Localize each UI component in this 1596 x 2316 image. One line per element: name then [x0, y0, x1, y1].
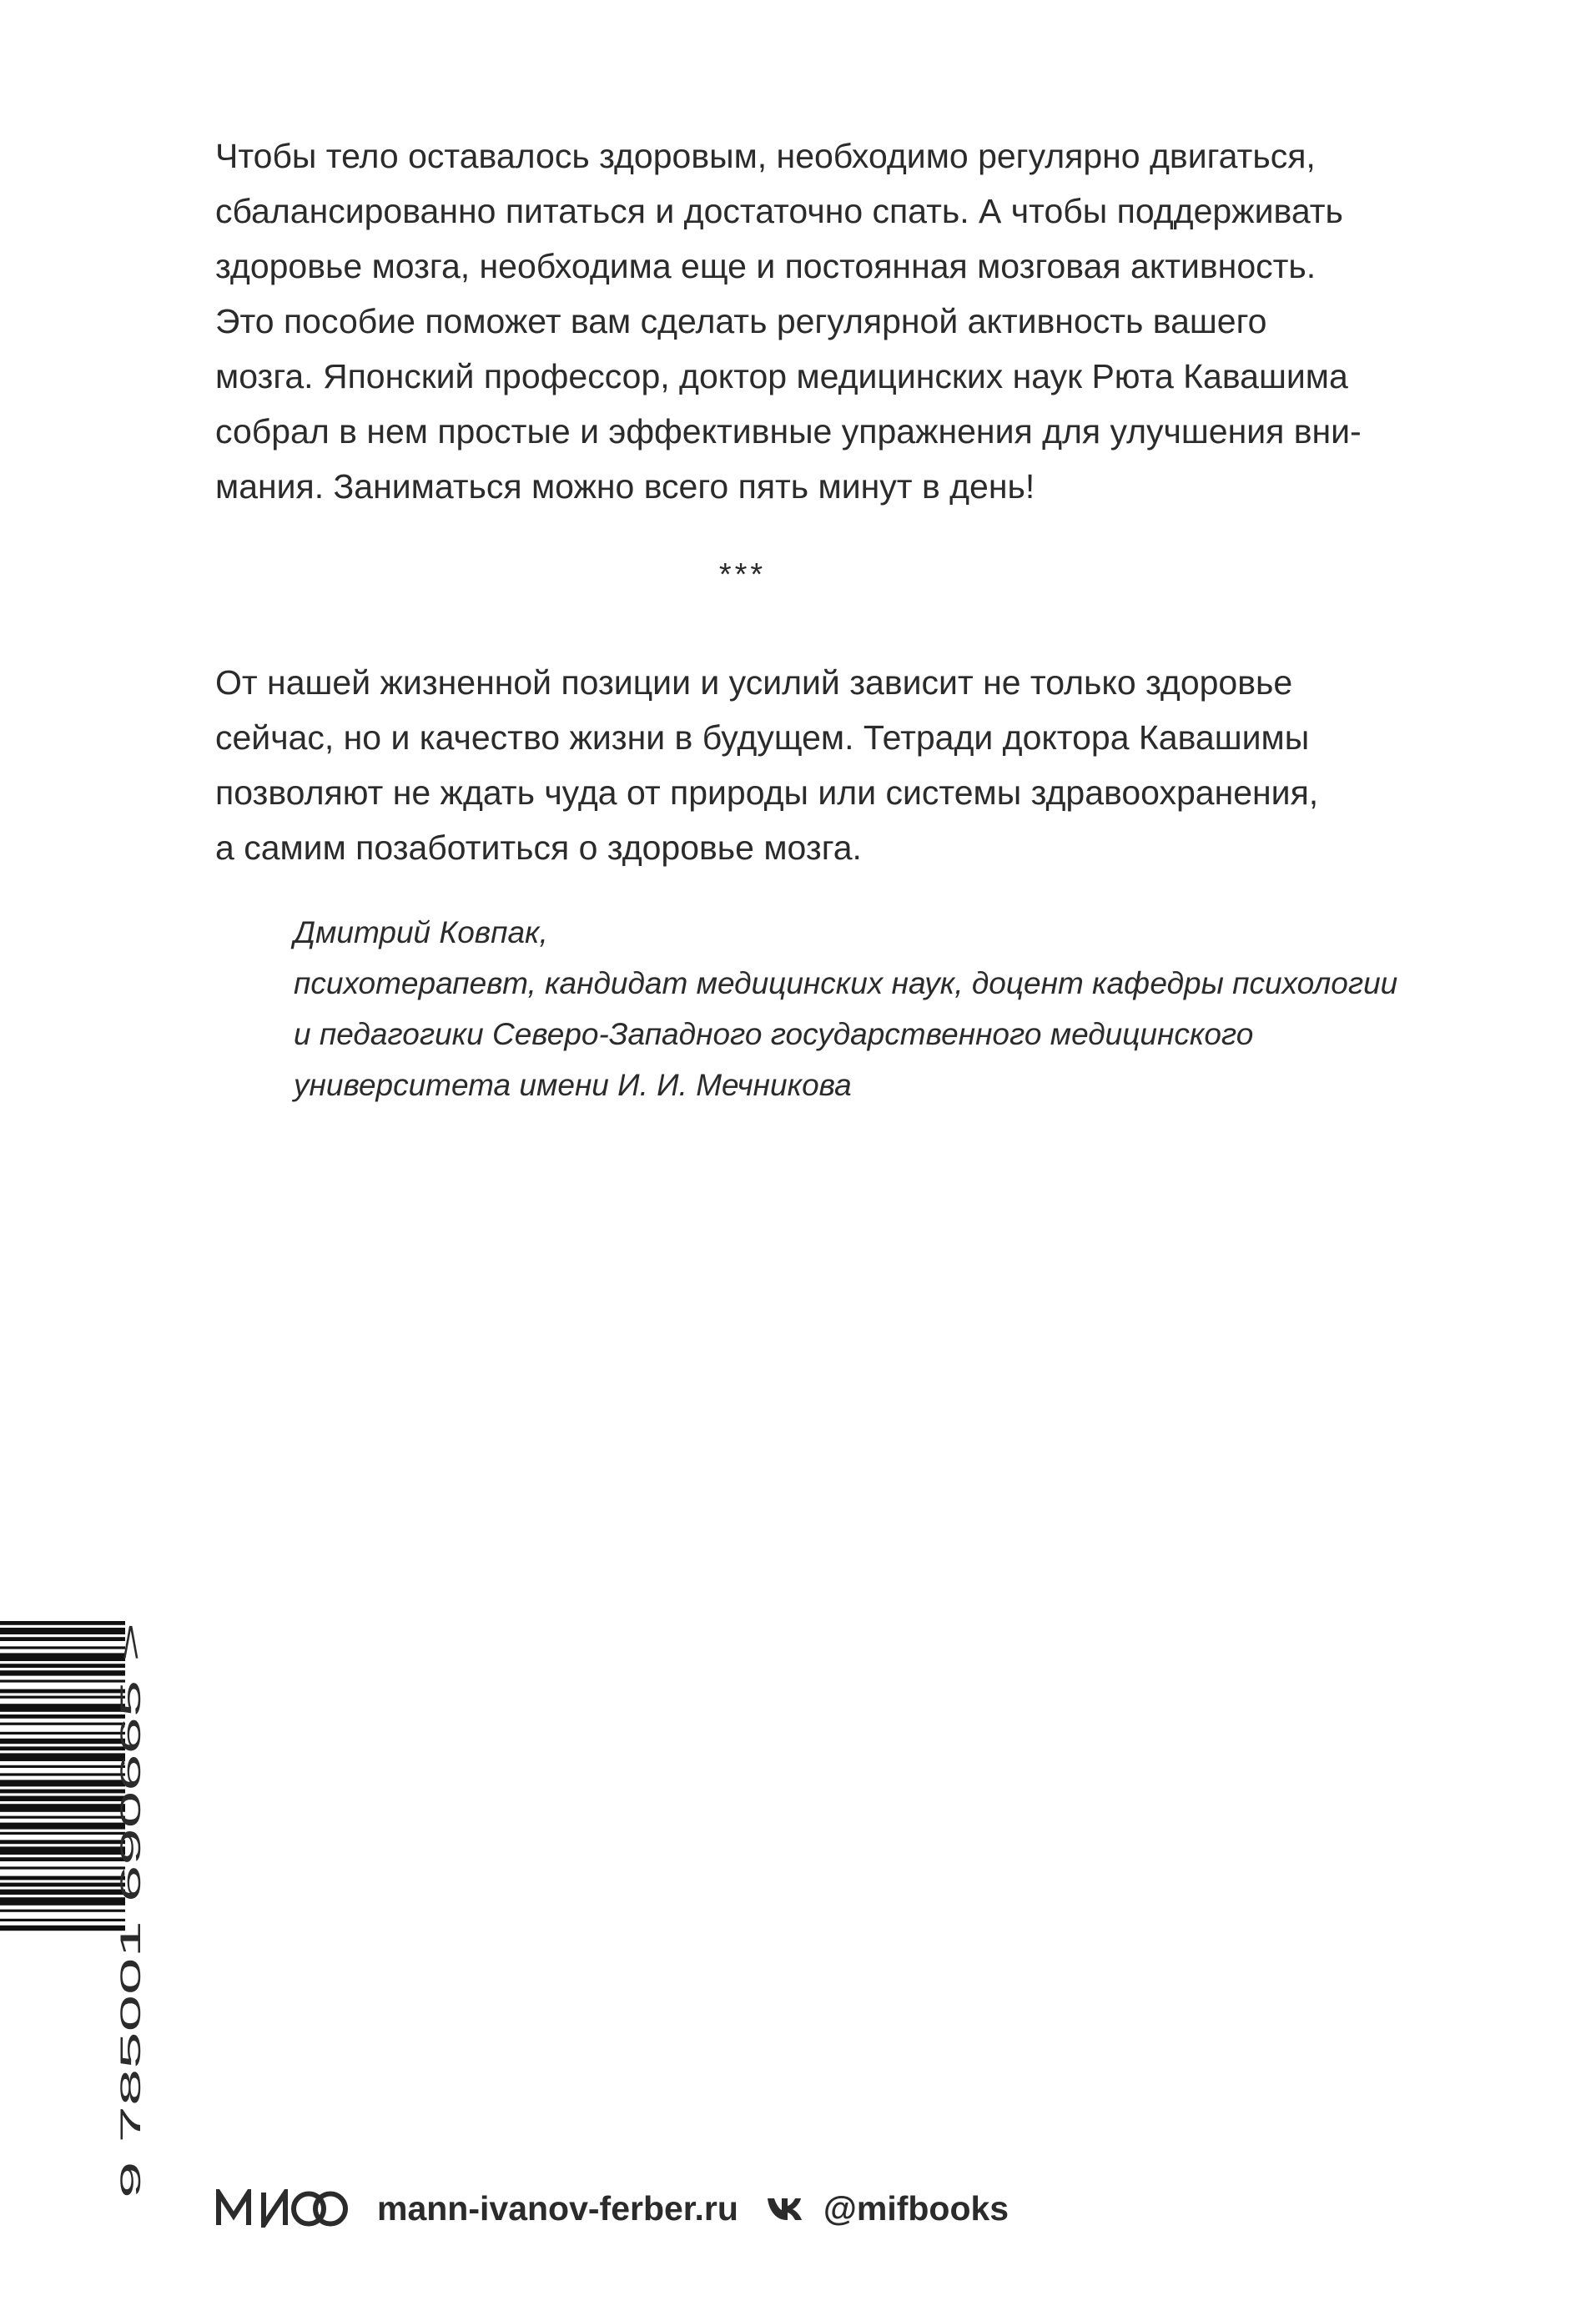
barcode-bars	[0, 1621, 125, 1931]
barcode-bar	[0, 1883, 125, 1887]
barcode-bar	[0, 1637, 125, 1641]
barcode-bar	[0, 1679, 125, 1682]
intro-line: мозга. Японский профессор, доктор медицинских наук Рюта Кавашима	[215, 357, 1348, 395]
barcode-bar	[0, 1621, 125, 1625]
publisher-footer	[215, 2179, 1009, 2238]
barcode-bar	[0, 1670, 125, 1675]
isbn-barcode	[0, 1614, 154, 2208]
barcode-bar	[0, 1890, 125, 1895]
barcode-bar	[0, 1866, 125, 1869]
attribution-line: психотерапевт, кандидат медицинских наук, доцент кафедры психологии	[294, 966, 1398, 1000]
barcode-bar	[0, 1897, 125, 1906]
intro-line: мания. Заниматься можно всего пять минут в день!	[215, 467, 1035, 506]
barcode-bar	[0, 1926, 125, 1931]
quote-line: сейчас, но и качество жизни в будущем. Тетради доктора Кавашимы	[215, 718, 1310, 757]
section-separator: ***	[718, 557, 767, 592]
quote-paragraph	[215, 655, 1400, 875]
barcode-bar	[0, 1857, 125, 1861]
barcode-bar	[0, 1704, 125, 1712]
barcode-bar	[0, 1832, 125, 1835]
intro-line: собрал в нем простые и эффективные упражнения для улучшения вни-	[215, 412, 1362, 451]
intro-line: Это пособие поможет вам сделать регулярной активность вашего	[215, 302, 1267, 340]
barcode-bar	[0, 1739, 125, 1744]
intro-line: здоровье мозга, необходима еще и постоянная мозговая активность.	[215, 247, 1317, 285]
barcode-digits: 9 785001 690665 >	[115, 1952, 147, 2198]
barcode-bar	[0, 1790, 125, 1794]
quote-line: От нашей жизненной позиции и усилий зависит не только здоровье	[215, 663, 1293, 702]
barcode-bar	[0, 1765, 125, 1768]
barcode-graphic	[0, 1614, 154, 2208]
barcode-bar	[0, 1696, 125, 1699]
barcode-bar	[0, 1646, 125, 1649]
barcode-bar	[0, 1840, 125, 1844]
publisher-website-link[interactable]: mann-ivanov-ferber.ru	[377, 2188, 738, 2228]
barcode-bar	[0, 1732, 125, 1734]
barcode-bar	[0, 1816, 125, 1819]
barcode-bar	[0, 1780, 125, 1786]
attribution-line: университета имени И. И. Мечникова	[294, 1068, 852, 1102]
barcode-bar	[0, 1714, 125, 1719]
barcode-bar	[0, 1753, 125, 1761]
barcode-bar	[0, 1796, 125, 1801]
quote-line: а самим позаботиться о здоровье мозга.	[215, 828, 862, 867]
mif-logo-icon	[215, 2189, 349, 2228]
social-handle-link[interactable]: @mifbooks	[823, 2188, 1009, 2228]
intro-line: Чтобы тело оставалось здоровым, необходимо регулярно двигаться,	[215, 137, 1316, 175]
barcode-bar	[0, 1846, 125, 1855]
attribution-line: и педагогики Северо-Западного государственного медицинского	[294, 1017, 1254, 1051]
barcode-bar	[0, 1689, 125, 1694]
barcode-bar	[0, 1653, 125, 1661]
barcode-bar	[0, 1664, 125, 1668]
barcode-bar	[0, 1723, 125, 1725]
barcode-bar	[0, 1773, 125, 1775]
barcode-bar	[0, 1919, 125, 1921]
barcode-bar	[0, 1823, 125, 1830]
barcode-bar	[0, 1876, 125, 1880]
quote-line: позволяют не ждать чуда от природы или системы здравоохранения,	[215, 773, 1319, 812]
intro-paragraph	[215, 128, 1400, 514]
attribution-name: Дмитрий Ковпак,	[294, 915, 548, 949]
vk-icon[interactable]	[767, 2197, 805, 2220]
publisher-logo	[215, 2189, 349, 2228]
intro-line: сбалансированно питаться и достаточно спать. А чтобы поддерживать	[215, 192, 1343, 230]
quote-attribution	[294, 907, 1397, 1110]
barcode-bar	[0, 1628, 125, 1634]
barcode-bar	[0, 1910, 125, 1912]
barcode-bar	[0, 1804, 125, 1812]
barcode-bar	[0, 1746, 125, 1750]
